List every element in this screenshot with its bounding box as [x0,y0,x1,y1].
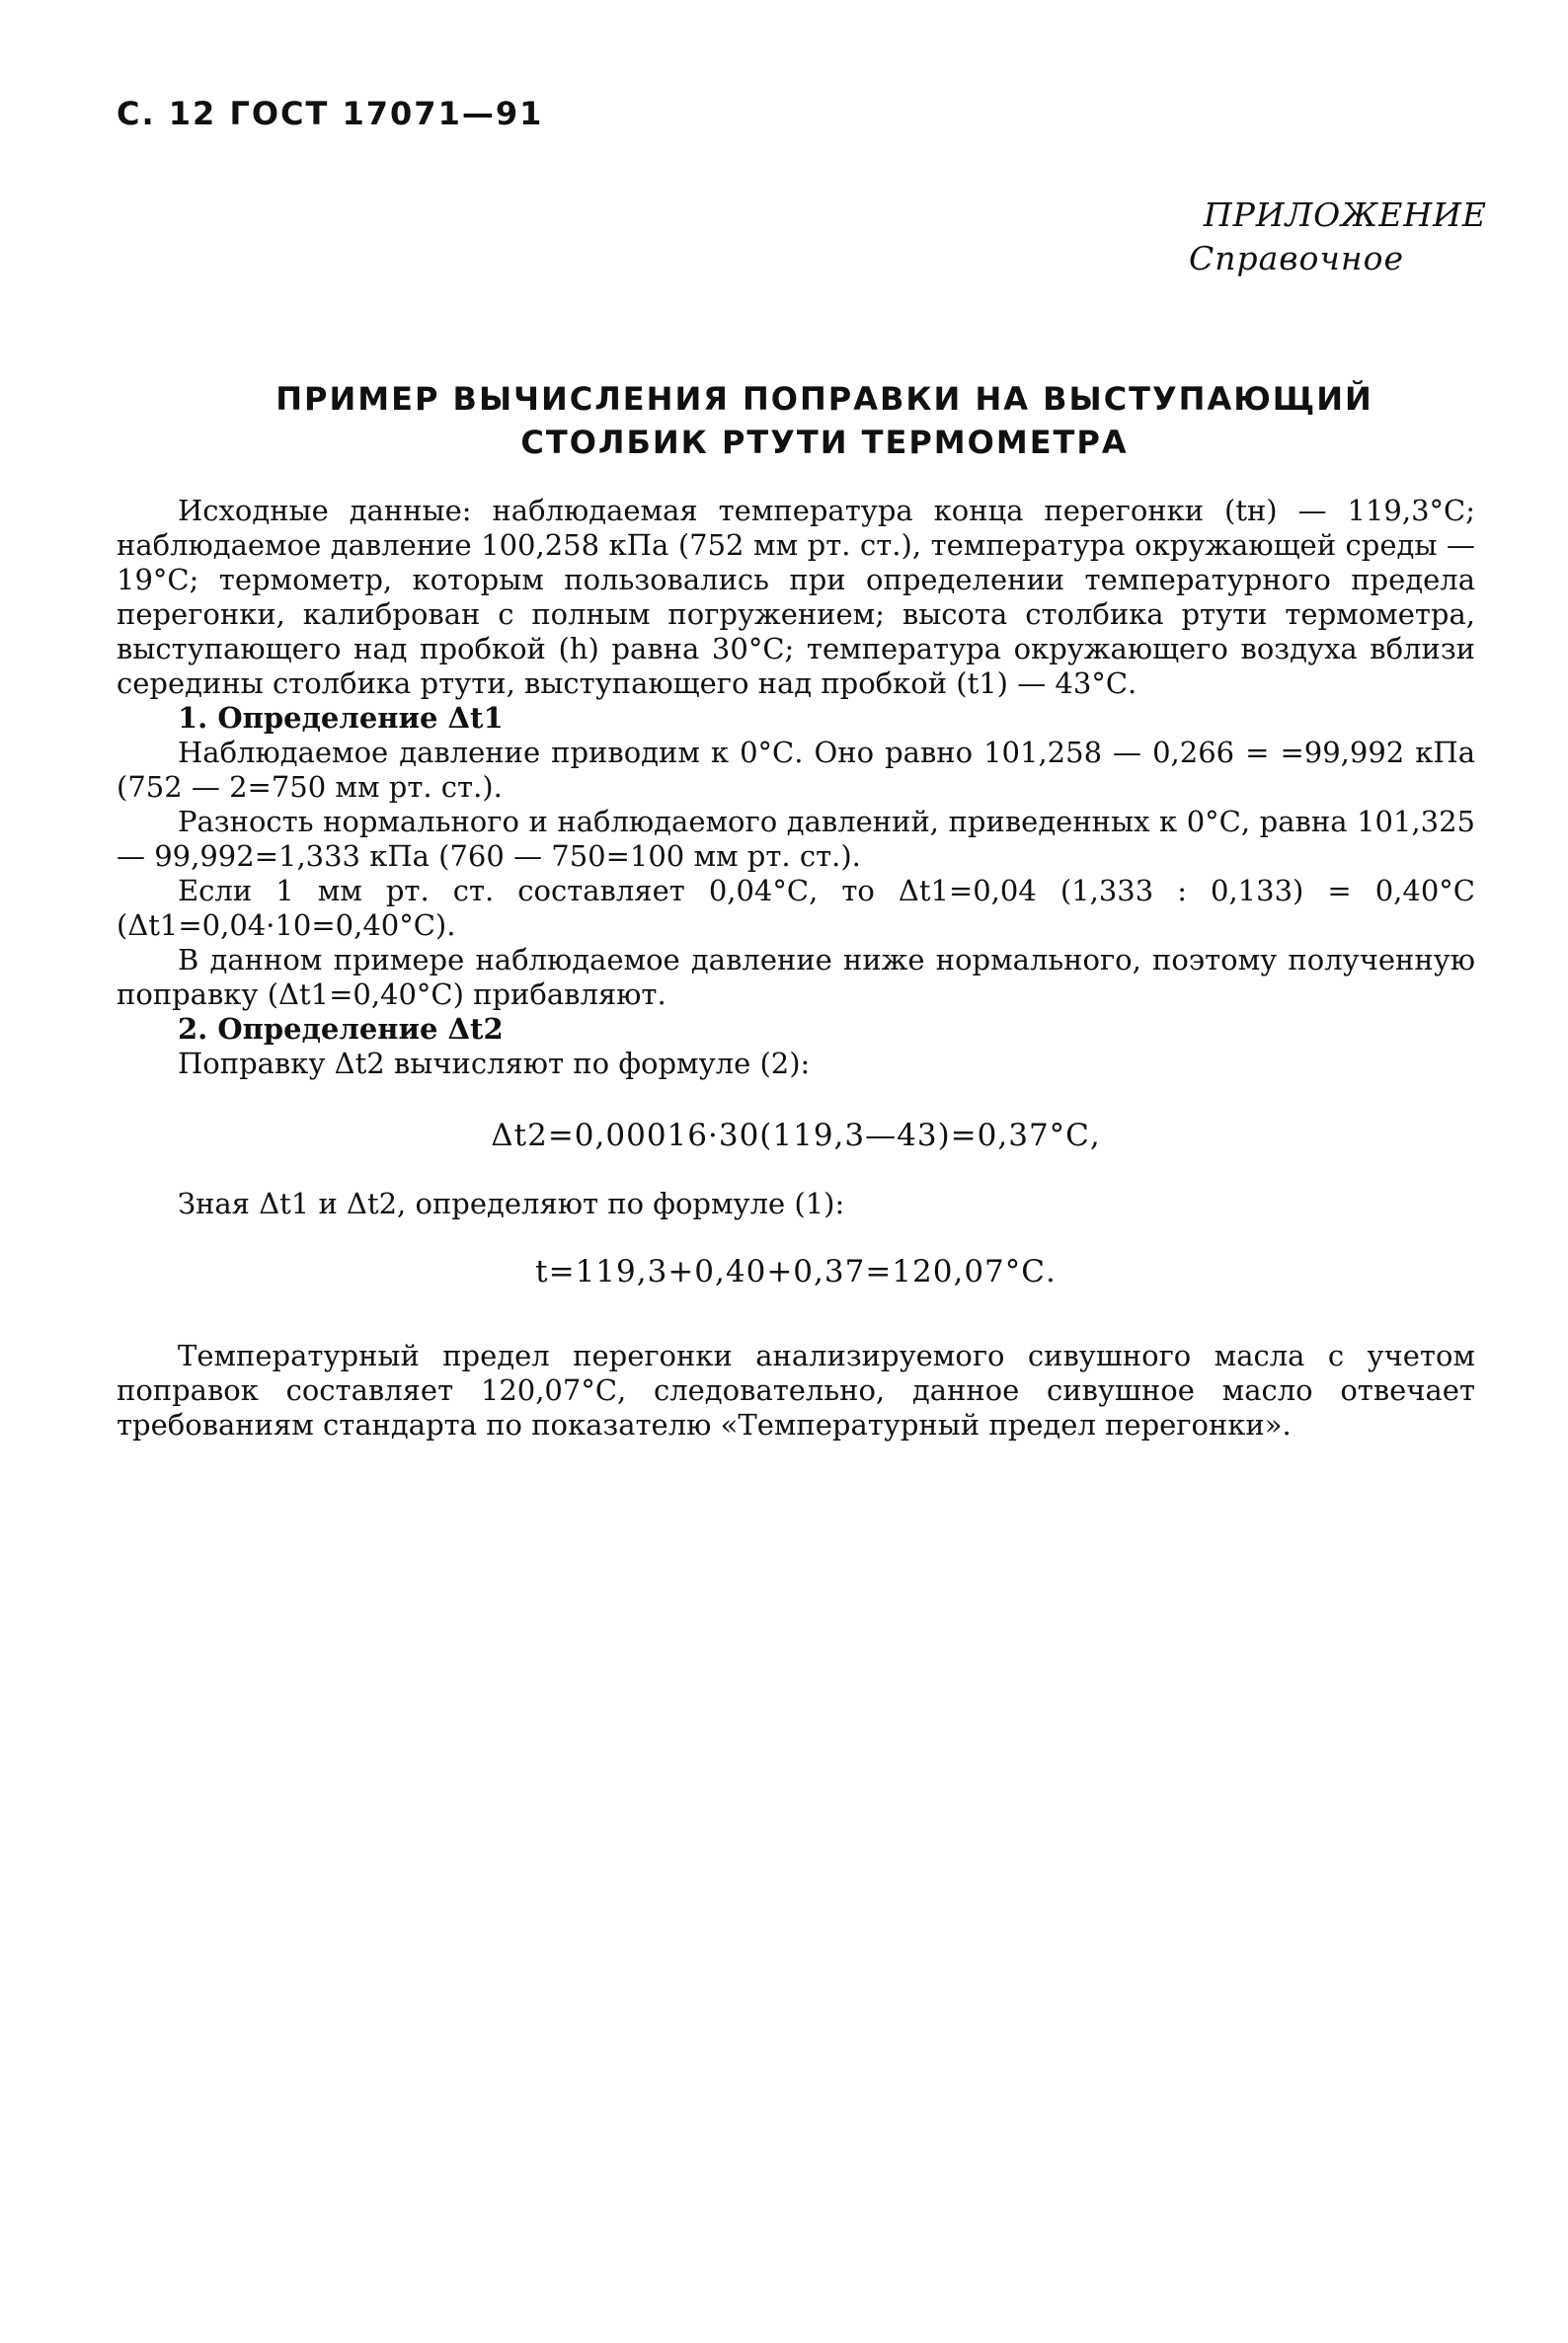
section-2-heading [117,1012,1475,1047]
appendix-label [1189,194,1487,280]
appendix-title: ПРИЛОЖЕНИЕ [1203,195,1487,234]
section-1-heading [117,701,1475,736]
document-body [117,494,1475,1471]
document-title [118,377,1530,464]
section-1-paragraph-1: Наблюдаемое давление приводим к 0°С. Оно равно 101,258 — 0,266 = =99,992 кПа (752 — 2=750 мм рт. ст.). [117,736,1475,804]
section-1-paragraph-4: В данном примере наблюдаемое давление ниже нормального, поэтому полученную поправку (Δt1=0,40°С) прибавляют. [117,943,1475,1011]
section-1-paragraph-3: Если 1 мм рт. ст. составляет 0,04°С, то Δt1=0,04 (1,333 : 0,133) = 0,40°С (Δt1=0,04·10=0,40°С). [117,874,1475,942]
section-2-paragraph-2: Зная Δt1 и Δt2, определяют по формуле (1): [178,1187,845,1220]
title-line-2: СТОЛБИК РТУТИ ТЕРМОМЕТРА [520,424,1129,461]
section-2-heading-text: 2. Определение Δt2 [178,1012,504,1046]
section-1-heading-text: 1. Определение Δt1 [178,701,504,735]
appendix-subtitle: Справочное [1188,239,1404,277]
conclusion-paragraph: Температурный предел перегонки анализируемого сивушного масла с учетом поправок составляет 120,07°С, следовательно, данное сивушное масло отвечает требованиям стандарта по показателю «Температурный предел перегонки». [117,1339,1475,1442]
page-header: С. 12 ГОСТ 17071—91 [117,95,544,132]
formula-t: t=119,3+0,40+0,37=120,07°С. [535,1254,1057,1289]
section-1-paragraph-2: Разность нормального и наблюдаемого давлений, приведенных к 0°С, равна 101,325 — 99,992=1,333 кПа (760 — 750=100 мм рт. ст.). [117,805,1475,873]
section-2-paragraph-1: Поправку Δt2 вычисляют по формуле (2): [178,1047,811,1080]
formula-delta-t2: Δt2=0,00016·30(119,3—43)=0,37°С, [491,1118,1101,1153]
intro-paragraph: Исходные данные: наблюдаемая температура конца перегонки (tн) — 119,3°С; наблюдаемое давление 100,258 кПа (752 мм рт. ст.), температура окружающей среды — 19°С; термометр, которым пользовались при определении температурного предела перегонки, калиброван с полным погружением; высота столбика ртути термометра, выступающего над пробкой (h) равна 30°С; температура окружающего воздуха вблизи середины столбика ртути, выступающего над пробкой (t1) — 43°С. [117,494,1475,700]
title-line-1: ПРИМЕР ВЫЧИСЛЕНИЯ ПОПРАВКИ НА ВЫСТУПАЮЩИЙ [275,380,1373,418]
